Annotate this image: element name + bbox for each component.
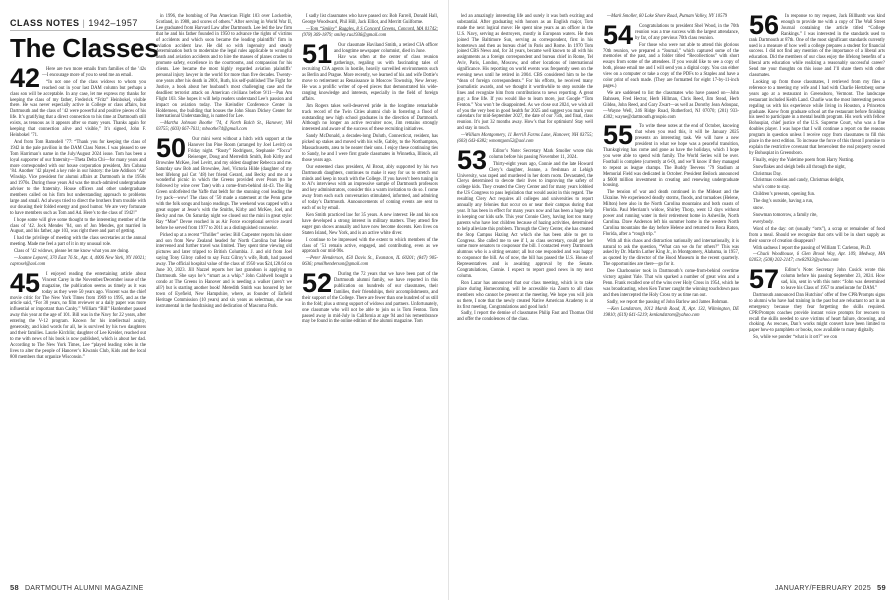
note-paragraph: Word of the day: ort (usually “orts”), a scrap or remainder of food from a meal. Should we recognize that orts will be in short supply as their source of creation disappears? (749, 226, 885, 244)
class-entry (10, 63, 146, 268)
left-column-1 (10, 63, 146, 575)
note-paragraph: Here are two more emails from families of the ’42s—I encourage more of you to send me an email. (42, 67, 146, 78)
left-column-2 (156, 10, 292, 575)
note-paragraph: Finally, enjoy the Yuletime poem from Harry Nutting. (753, 157, 855, 163)
issue-date: JANUARY/FEBRUARY 2025 (774, 585, 872, 592)
class-entry (603, 120, 739, 318)
note-paragraph: To write these notes at the end of October, knowing that when you read this, it will be January 2025 presents an interesting task. We will have a new president in what we hope was a peaceful transition, Thanksgiving has come and gone as have the holidays, which I hope you were able to spend with family. The World Series will be over. Football is complete (currently at 6-0), and we’ll know if they managed to repeat as league champs. The Buddy Teevens ’79 Stadium at Memorial Field was dedicated in October. President Beilock announced a $600 million investment in creating and renewing undergraduate housing. (603, 124, 739, 189)
note-paragraph: led an amazingly interesting life and surely it was both exciting and substantial. After graduating with honors as an English major, Tom made the next logical move: He spent nine years as an officer in the U.S. Navy, serving as destroyers, mostly in European waters. He then joined The Baltimore Sun, serving as correspondent, first in his hometown and then as bureau chief in Paris and Rome. In 1970 Tom joined CBS News and, for 34 years, became well known to all with his assignments as a foreign correspondent and bureau chief in Rome, Tel Aviv, Paris, London, Moscow, and other locations of international significance. His reporting on world events was frequently seen on the evening news until he retired in 2004. CBS considered him to be the “dean of foreign correspondents.” For his efforts, he received many journalistic awards, and we thought it worthwhile to step outside the lines and recognize him from contributions to news reporting. A great guy; a fine life. If you would like to learn more, just Google “Tom Fenton.” You won’t be disappointed. As we close out 2024, we wish all of you the very best in good health for 2025 and suggest you mark your calendars for mid-September 2027, the date of our 75th, and final, class reunion. It’s just 32 months away. How’s that for optimism! Stay well and stay in touch. (457, 14, 593, 132)
class-entry (302, 268, 438, 325)
class-year-number: 56 (749, 10, 780, 40)
note-paragraph: in 1996, the bombing of Pan American Flight 103 over Lockerbie, Scotland, in 1988, and scores of others.” After serving in World War II, Lee graduated from Harvard Law after Dartmouth. Lee led the law firm that he and his father founded in 1950 to advance the rights of victims of accidents and which soon became the leading plaintiffs’ firm in aviation accident law. He did so with ingenuity and steady determination both to modernize the legal rules applicable to wrongful death and aviation accidents and to hire the masses of planes crashes to promote safety, excellence in the courtrooms, and compassion for his clients. Lee became the most highly regarded aviation plaintiffs’ personal injury lawyer in the world for more than five decades. Twenty-one years after his death in 2001, Ruth, his self-published The Fight for Justice, a book about her husband’s most challenging case and the deadliest terrorist attack on American civilians before 9/11—Pan Am Flight 103. She hopes it will help readers understand Lee’s passion and impact on aviation today. The Kreindler Conference Center in Holderness, the building that houses the John Sloan Dickey Center for International Understanding, is named for Lee. (156, 14, 292, 120)
class-entry (603, 19, 739, 121)
note-paragraph: I hope some will give some thought to the interesting member of the class of ’42. Jock Mendes ’84, son of Jon Mendes, got married in August, and his father, age 103, was right there and part of getting. (10, 217, 146, 235)
note-paragraph: Editor’s Note: Secretary John Cusick wrote this column before his passing September 23, 2024. How sad, kin, sent in with this note: “John was determined to leave his Class of 1957 to ameliorate for DAM.” (781, 268, 885, 291)
class-entry (749, 264, 885, 341)
note-paragraph: Editor’s Note: Secretary Mark Smoller wrote this column before his passing November 11, 2024. (489, 148, 593, 160)
publication-name: DARTMOUTH ALUMNI MAGAZINE (24, 585, 144, 592)
note-paragraph: With sadness I report the passing of William T. Carleton, Ph.D. (753, 245, 872, 251)
class-year-number: 57 (749, 264, 780, 295)
note-paragraph: Our esteemed class president, Al Brout, ably supported by his two Dartmouth daughters, continues to make it easy for us to stretch our minds and keep in touch with the College. If you haven’t been tuning in to Al’s interviews with an impressive sample of Dartmouth professors and key administrators, consider this a warm invitation to do so. I come away from each such conversation stimulated, informed, and admiring of today’s Dartmouth. Announcements of coming events are sent to each of us by email. (302, 164, 438, 212)
note-paragraph: who’s come to stay. (753, 185, 790, 191)
class-year-number: 53 (457, 144, 488, 175)
left-footer (10, 583, 144, 592)
note-paragraph: During the 72 years that we have been part of the Dartmouth alumni family, we have reported in this publication on hundreds of our classmates, their families, their friendships, their accomplishments, and their support of the College. There are fewer than one hundred of us still in the fold; plus a strong support of widows and partners. Unfortunately, one classmate who will not be able to join us is Tom Fenton. Tom passed away in mid-July in California at age 94 and his remembrance may be found in the online edition of the alumni magazine. Tom (302, 272, 438, 325)
note-paragraph: Ron Lazar has announced that our class meeting, which is to take place during Homecoming, will be accessible via Zoom to all class members who cannot be present at the meeting. We hope you will join us there, I note that the newly created Native American Academy is at its first meeting. Congratulations and good luck! (457, 280, 593, 310)
right-column-1 (457, 10, 593, 575)
right-column-3 (749, 10, 885, 575)
right-page (448, 0, 896, 600)
class-entry (457, 14, 593, 145)
note-paragraph: Class of ’42 widows, please let me know what you are doing. (14, 249, 130, 255)
note-paragraph: Congratulations to president Shel Wood, in the 70th reunion was a true success with the largest attendance, by far, of any previous 70th class reunion. (635, 23, 739, 41)
note-paragraph: Ken Smith practiced law for 35 years. A new interest: He and his son have developed a strong interest in military matters. They attend fire eager gun shows annually and have now become docents. Ken lives on Staten Island, New York, and is an active white diver. (302, 213, 438, 236)
class-entry (457, 144, 593, 323)
note-paragraph: The tension of war and death continued in the Mideast and the Ukraine. We experienced deadly storms, floods, and tornadoes (Helene, Milton) here also in the North Carolina mountains and both coasts of Florida. Paul Merriam’s widow, Shirley Thorp, went 12 days without power and running water in their retirement home in Asheville, North Carolina. Dave Anderson left his summer home in the western North Carolina mountains the day before Helene and returned to Boca Raton, Florida, after a “rough trip.” (603, 190, 739, 237)
class-year-number: 45 (10, 267, 41, 298)
note-paragraph: With all this chaos and distraction nationally and internationally, it is natural to ask the question, “What can we do for others?” This was asked by Dr. Martin Luther King Jr., in Montgomery, Alabama, in 1957, as quoted by the director of the Hood Museum in the recent quarterly. The opportunities are there—go for it. (603, 238, 739, 268)
secretary-signature: —Joanne Leporel, 370 East 76 St., Apt. 4, 4006 New York, NY 10021; caprosel@aol.com (10, 256, 146, 267)
section-header: CLASS NOTES | 1942–1957 (10, 18, 138, 28)
note-paragraph: Christmas cookies and candy, Christmas delight, (753, 178, 845, 184)
note-paragraph: Sandy McDonald, a decades-long Duluth, Connecticut, resident, has picked up stakes and moved with his wife, Gabby, to the Northampton, Massachusetts, area to be nearer their sons. I enjoy these continuing ties to Sandy, he and I were first grade classmates in Winnetka, Illinois, all those years ago. (302, 134, 438, 163)
note-paragraph: everybody. (753, 219, 774, 225)
note-paragraph: I had the privilege of meeting with the class secretaries at the annual meeting. Made me feel a part of it in my unusual role. (10, 236, 146, 248)
class-entry (156, 14, 292, 133)
page-title: The Classes (10, 33, 159, 63)
note-paragraph: Dee Charbonnier took in Dartmouth’s come-from-behind overtime victory against Yale. That win sparked a number of great wins and a Penn. Frank recalled one of the wins over Holy Cross in 1954, which he was broadcasting, when Ken Turner caught the winning touchdown pass and then intercepted the Holy Cross try as time ran out. (603, 269, 739, 298)
note-paragraph: Snowflakes and sleigh bells all through the night, (753, 164, 846, 170)
right-footer (775, 583, 886, 592)
class-year-number: 51 (302, 38, 333, 69)
note-paragraph: Our mini went without a hitch with support at the Hanover Inn Pine Room (arranged by Joel Levitt) on Friday night. “Rusty” Rodriguez, Stephanie “Tocca” Reisenger, Doug and Merredith Smith, Bob Kirby and Brownlee McKee, Joel Levitt, and my oldest daughter Rebecca and me. Saturday saw Bob and Brownlee, Joel, Victoria Hilde (daughter of my best lifelong pal Cot ’48) her friend Gerard, and Becky and me at a wonderful picnic in which the Greens provided over Pears (to be followed by wine over Tate) with a come-from-behind 44-43. The Big Green unforfeited the Yaffe that beldt for the stunning cool leading the Ivy pack—wow! The class of ’50 made a statement at the Penn game with the folk songs and banjo readings. The weekend was capped with a great supper at Jesse’s with the Smiths, Kirby and McKee, Joel, and Becky and me. On Saturday night we closed out the mini in great style: Ray “Moe” Devoe reached in as Air Force exceptional service award before he served from 1977 to 2011 as a distinguished counselor. (156, 137, 292, 231)
note-paragraph: So, while we ponder “what is it ort?” we con (753, 335, 838, 341)
left-page-number: 58 (10, 583, 19, 592)
class-entry (10, 267, 146, 361)
note-paragraph: Hav was often at the center of class reunion gatherings, regaling us with fascinating tales of recruiting CIA agents in hostile, heavily surveilled environments such as Berlin and Prague. More recently, we learned of his and wife Dottie’s move to retirement as Renaissance in Moscow Township, New Jersey. He was a prolific writer of op-ed pieces that demonstrated his wide-ranging knowledge and interests, especially in the field of foreign affairs. (302, 55, 438, 102)
note-paragraph: Sadly, we report the passing of John Barlow and James Bohman. (607, 299, 729, 305)
secretary-signature: —Mark Smoller, 60 Lake Shore Road, Putnam Valley, NY 10579 (607, 14, 728, 19)
class-year-number: 55 (603, 120, 634, 151)
note-paragraph: Dartmouth announced Dan Hutchins’ offer of free CPR/Prompts signs to alumni who have had training in the past but are reluctant to act in an emergency because they fear forgetting the skills required. CPR/Prompts coaches provide instant voice prompts for rescuers to recall the skills needed to save victims of heart failure, drowning, and choking. As rescues, Dan’s works might convert have been limited to paper how-to pamphlets or books, now available to many digitally. (749, 292, 885, 334)
note-paragraph: Thirty-eight years ago, Connie and the late Howard Clery’s daughter, Jeanne, a freshman at Lehigh University, was raped and murdered in her dorm room. Devastated, the Clerys determined to devote their lives to improving the safety of college kids. They created the Clery Center and for many years lobbied the US Congress to pass legislation that would assist in this regard. The resulting Clery Act requires all colleges and universities to report annually any felonies that occur on or near their campus during that year. It has been in effect for many years now and has been a huge help in keeping our kids safe. This year Connie Clery, having lost too many parents who have lost children because of hazing activities, determined to help alleviate this problem. Through the Clery Center, she has created the Stop Campus Hazing Act which she has been able to get to Congress. She called me to see if I, as class secretary, could get her some more senators to cosponsor the bill. I contacted every Dartmouth alumnus who is a sitting senator; all but one responded and was happy to cosponsor the bill. As of now, the bill has passed the U.S. House of Representatives and is awaiting approval by the Senate. Congratulations, Connie. I expect to report good news in my next column. (457, 161, 593, 279)
class-year-number: 50 (156, 133, 187, 164)
class-year-number: 52 (302, 268, 333, 299)
note-paragraph: “In not one of the class widows to whom you reached out in your last DAM column but perhaps a class son will be acceptable. In any case, let me express my thanks for keeping the class of my father, Frederick “Fritz” Heinbokel, visible there. He was never especially active in College or class affairs, but Dartmouth and the class of ’42 were powerful and positive pieces of his life. It’s gratifying that a direct connection to his time at Dartmouth still exists, as tenuous as it appears after so many years. Thanks again for keeping that connection alive and visible,” It’s signed, John F. Heinbokel ’71. (10, 79, 146, 138)
class-year-number: 54 (603, 19, 634, 50)
left-column-3 (302, 10, 438, 575)
class-entry (156, 133, 292, 309)
class-entry (302, 38, 438, 269)
note-paragraph: For those who were not able to attend this glorious 70th reunion, we prepared a “Journal,” which captured some of the memories of the past, and a folder titled “Recollections” with short essays from some of the attendees. If you would like to see a copy of both, please email me and I will send you a digital copy. You can either view on a computer or take a copy of the PDFs to a Staples and have a color print of each made. (They are formatted for eight 17-by-11-inch pages.) (603, 42, 739, 89)
class-year-number: 42 (10, 63, 41, 93)
right-column-2 (603, 10, 739, 575)
note-paragraph: Snowman tomorrow, a family rite, (753, 213, 818, 218)
right-page-number: 59 (877, 583, 886, 592)
note-paragraph: Looking up from those classmates, I retrieved from my files a reference to a meeting my wife and I had with Charlie Hertzberg some years ago at a restaurant in Greensboro, Vermont. The landscape restaurant included Keith Land. Charlie was the most interesting person regaling us with his experience while living in Houston, a Princeton graduate. Knew from graduate school art the restaurant before finishing his need to participate in a mental health program. His work with fellow Bohuspiat, chief justice of the U.S. Supreme Court, who was a fine doubles player. I was hope that I will continue a report on the reasons program in question unless I receive copy from classmates to fill this place in the next edition. To increase the force of this threat I promise to explain the restrictive covenant that benevolent the real property owned by Bohuspiat in Greensboro. (749, 79, 885, 156)
secretary-signature: —Chuck Woodhouse, 6 Glen Brook Way, Apt. 109, Medway, MA 02053; (508) 202-2147; ctw82933@yahoo.com (749, 252, 885, 264)
note-paragraph: Jim Rogers takes well-deserved pride in the longtime remarkable track record of the Twin Cities alumni club in fostering a flood of outstanding new high school graduates in the direction of Dartmouth. Although no longer an active recruiter now, Jim remains strongly interested and aware of the success of these recruiting initiatives. (302, 103, 438, 133)
note-paragraph: Children’s presents, opening fun. (753, 192, 816, 198)
note-paragraph: snow. (753, 206, 764, 212)
section-years: 1942–1957 (88, 18, 138, 28)
section-name: CLASS NOTES (10, 18, 80, 28)
note-paragraph: The dog’s outside, having a run, (753, 199, 814, 205)
class-entry (603, 14, 739, 20)
note-paragraph: We are saddened to list the classmates who have passed on—John Bahnsen, Fred Hector, Herb Hillman, Chris Reed, Jim Stead, Herb Gildea, John Reed, and Gary Zwart—as well as Dorothy Jean Adoupaz, —Wayne Well, 246 Ridge Road, Rutherford, NJ 07070; (201) 933-4302; wayne@dartmouth.groupio.com (603, 90, 739, 120)
note-paragraph: I continue to be impressed with the extent to which members of the class of ’51 remain active, engaged, and contributing, even as we approach our mid-90s. (302, 237, 438, 255)
note-paragraph: I enjoyed reading the entertaining article about Vincent Carey in the November/December issue of the magazine, the publication seems as timely as it was today as they were 50 years ago. Vincent was the chief movie critic for The New York Times from 1969 to 1995, and as the article said, “For 30 years, no film reviewer or a daily paper was more influential or important than Canby.” William “Bill” Hardenther passed away this year at the age of 101. Bill was in the Navy for 22 years, after entering the V-12 program. Known for his intellectual acuity, generosity, and kind words for all, he is survived by his two daughters and their families. Laurie Kirchlin; daughter of Lee Kreider, reached out to me with news of his book is now published, which is about her dad. According to The New York Times, Lee “played leading roles in the lives to alter the people of Hanover’s Kiwanis Club, Kids and the local 800 members that organize Wisconsin.” (10, 271, 146, 360)
secretary-signature: —Tom “Smiley” Ruggles, 8 S Concord Greens, Concord, MA 01742; (978) 369-1879; smiley.rus1936@gmail.com (302, 26, 438, 38)
class-entry (302, 14, 438, 39)
note-paragraph: And from Tom Ramsdell ’77: “Thank you for keeping the class of 1942 in the pale pavilion in the DAM Class Notes. I was pleased to see Tom Harriman’s name in the July/August 2024 issue. Tom has been a loyal supporter of our fraternity—Theta Delta Chi—for many years and more corresponded with our house corporation president, Jim Cubana ’84. Another ’42 played a key role in our history: the late Addison ‘Ad’ Winship. Vice president for alumni affairs at Dartmouth in the 1950s and 1970s. During those years Ad was the much-admired undergraduate adviser to the fraternity. House officers and other undergraduate members called on his firm but understanding approach to problems large and small. Ad always tried to direct the brothers from trouble with our dousing their folded energy and good humor. We are very fortunate to have members such as Tom and Ad. Here’s to the class of 1942!” (10, 139, 146, 216)
secretary-signature: —William Montgomery, 11 Berrill Farms Lane, Hanover, NH 03755; (603) 643-6382; wmontgom52@aol.com (457, 133, 593, 145)
note-paragraph: Christmas Day. (753, 171, 782, 177)
note-paragraph: Sadly, I report the demise of classmates Philip Fast and Thomas Old and offer the condolences of the class. (457, 311, 593, 323)
secretary-signature: —Ken Landstrom, 1012 Marsh Road, II, Apt. 132, Wilmington, DE 19810; (619) 641-5219; kenlandstrom@yahoo.com (603, 306, 739, 318)
note-paragraph: In response to my request, Jack Billhardt was kind enough to provide me with a copy of The Wall Street Journal containing the article titled “College Rankings.” I was interested in the standards used to rank Dartmouth at 87th. One of the most significant standards currently used is a measure of how well a college prepares a student for financial success. I did not find any mention of the importance of a liberal arts education. Did the members of our class enjoy the lifelong benefits of a liberal arts education while realizing a reasonably successful career? Send me your thoughts on this issue and I’ll share them with other classmates. (749, 14, 885, 79)
note-paragraph: Our classmate Haviland Smith, a retired CIA officer and longtime newspaper columnist, died in June. (334, 42, 438, 54)
note-paragraph: Picked up at a recent “Thriller” series: Bill Carpenter reports his sister and son from New Zealand headed for North Carolina but Helene intervened and further travel was limited. They spent time viewing old pictures and later tripped to British Columbia. J. and old from Joel saying Tony Gilroy called to say Fuzz Gilroy’s wife, Ruth, had passed away. The official hospital value of the class of 1950 was $24,128.64 on June 30, 2023. Jill Nazzel reports her last grandson is applying to Dartmouth. She says he’s “smart as a whip.” John Caldwell bought a condo at The Greens in Hanover and is needing a walker (aren’t we all?) but is starting another book! Meredith Smith was honored by her town of Eyefield, New Hampshire, where, as founder of Enfield Heritage Commission (10 years) and six years as selectman, she was instrumental in the fundraising and dedication of Mascoma Park. (156, 232, 292, 309)
note-paragraph: I sadly list classmates who have passed on: Bob Farrell, Donald Hall, George Woodward, Phil Hill, Jack Elliot, and Merritt Guilforme. (302, 14, 438, 25)
class-entry (749, 10, 885, 264)
secretary-signature: —Martha Johnson Boothe ’74, 4 North Balch St., Hanover, NH 03755; (603) 667-7611; mboothe74@gmail.com (156, 121, 292, 133)
secretary-signature: —Peter Henderson, 450 Davis St., Evanston, IL 60201; (847) 905-0636; pmollhenderson@gmail.com (302, 256, 438, 268)
